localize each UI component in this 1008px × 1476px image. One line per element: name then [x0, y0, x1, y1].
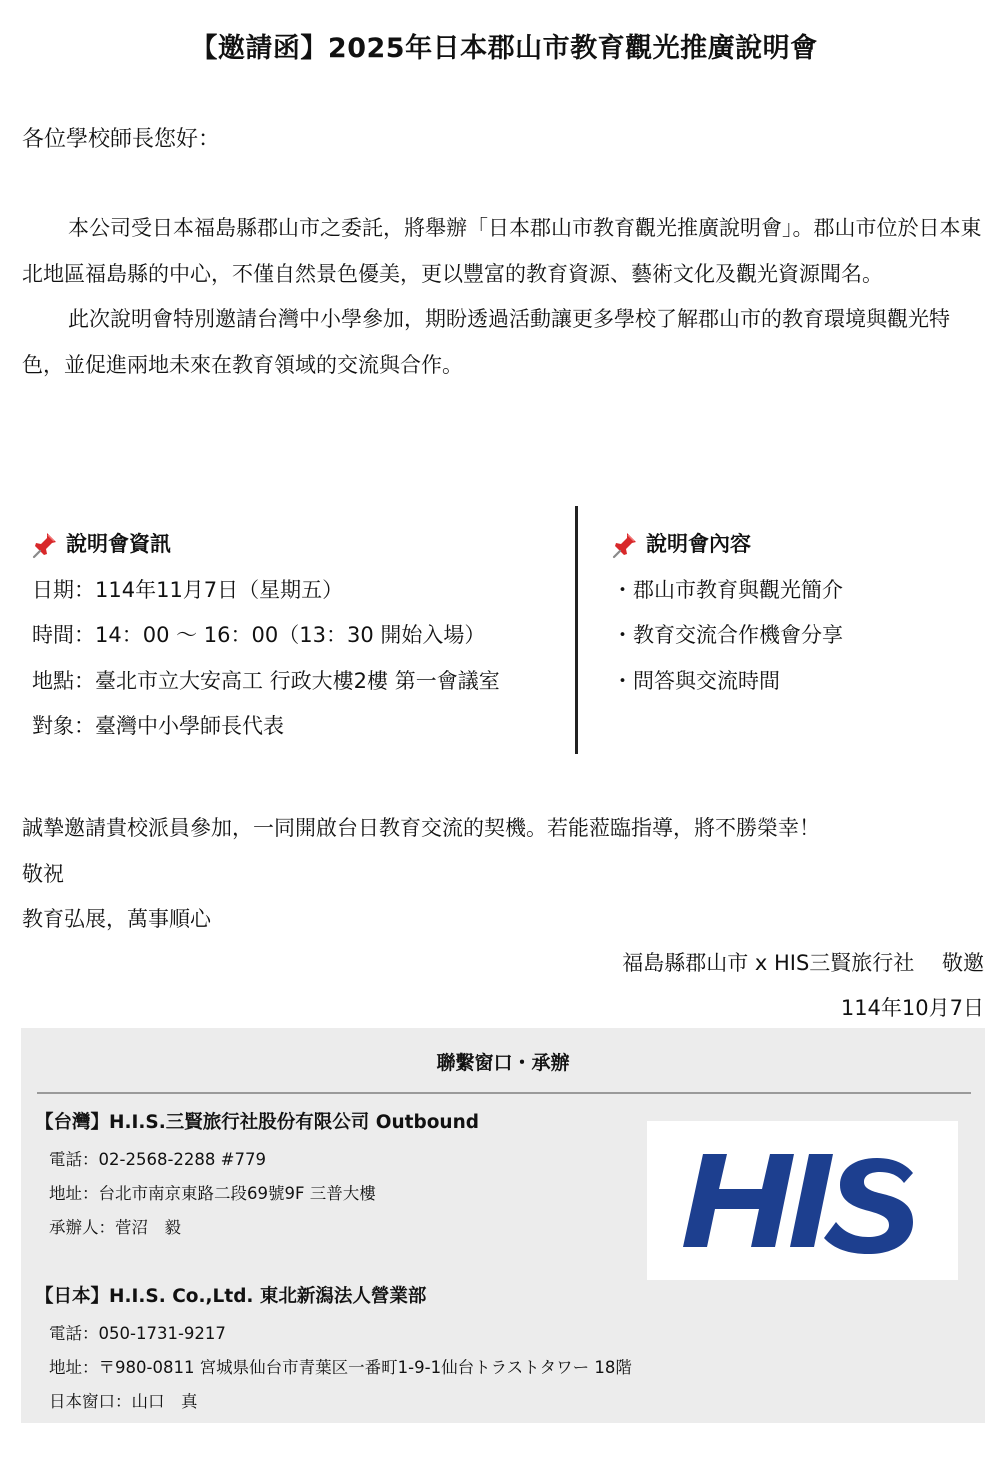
pushpin-icon: [612, 531, 638, 559]
japan-phone: 電話：050-1731-9217: [49, 1324, 226, 1343]
japan-address: 地址：〒980-0811 宮城県仙台市青葉区一番町1-9-1仙台トラストタワー 18階: [49, 1358, 632, 1377]
taiwan-contact-person: 承辦人：菅沼 毅: [49, 1218, 181, 1237]
his-logo-mark: [647, 1121, 958, 1280]
event-time: 時間：14：00 ～ 16：00（13：30 開始入場）: [32, 623, 486, 647]
event-place: 地點：臺北市立大安高工 行政大樓2樓 第一會議室: [32, 668, 500, 693]
event-content-section: [612, 522, 972, 704]
content-item: ・教育交流合作機會分享: [612, 623, 843, 647]
signature-date: 114年10月7日: [840, 996, 984, 1020]
contact-box: [21, 1028, 985, 1423]
event-content-heading: 說明會內容: [646, 532, 751, 556]
event-info-section: [32, 522, 572, 750]
contact-divider: [37, 1092, 971, 1094]
closing-section: [22, 806, 986, 943]
contact-title: 聯繫窗口・承辦: [436, 1052, 570, 1074]
pushpin-icon: [32, 531, 58, 559]
taiwan-address: 地址：台北市南京東路二段69號9F 三普大樓: [49, 1184, 376, 1203]
body-paragraph-1: 本公司受日本福島縣郡山市之委託，將舉辦「日本郡山市教育觀光推廣說明會」。郡山市位於日本東北地區福島縣的中心，不僅自然景色優美，更以豐富的教育資源、藝術文化及觀光資源聞名。: [22, 216, 982, 286]
closing-salutation: 敬祝: [22, 861, 64, 886]
japan-contact-person: 日本窗口：山口 真: [49, 1392, 198, 1411]
signature: 福島縣郡山市 x HIS三賢旅行社 敬邀: [622, 951, 984, 975]
event-info-heading: 說明會資訊: [66, 532, 171, 556]
content-item: ・問答與交流時間: [612, 668, 780, 693]
greeting: 各位學校師長您好：: [22, 127, 221, 152]
closing-wishes: 教育弘展，萬事順心: [22, 907, 211, 931]
page-title: 【邀請函】2025年日本郡山市教育觀光推廣說明會: [190, 33, 818, 64]
event-audience: 對象：臺灣中小學師長代表: [32, 714, 284, 738]
body-paragraph-2: 此次說明會特別邀請台灣中小學參加，期盼透過活動讓更多學校了解郡山市的教育環境與觀光特色，並促進兩地未來在教育領域的交流與合作。: [22, 307, 950, 377]
invitation-body: [22, 206, 986, 388]
event-info-heading-row: [32, 522, 572, 568]
event-content-heading-row: [612, 522, 972, 568]
japan-org-name: 【日本】H.I.S. Co.,Ltd. 東北新潟法人營業部: [35, 1286, 427, 1307]
taiwan-org-name: 【台灣】H.I.S.三賢旅行社股份有限公司 Outbound: [35, 1112, 479, 1133]
content-item: ・郡山市教育與觀光簡介: [612, 577, 843, 602]
closing-invitation: 誠摯邀請貴校派員參加，一同開啟台日教育交流的契機。若能蒞臨指導，將不勝榮幸！: [22, 816, 820, 840]
his-logo: [647, 1121, 958, 1280]
taiwan-phone: 電話：02-2568-2288 #779: [49, 1150, 266, 1169]
event-date: 日期：114年11月7日（星期五）: [32, 577, 344, 602]
column-divider: [575, 506, 578, 754]
